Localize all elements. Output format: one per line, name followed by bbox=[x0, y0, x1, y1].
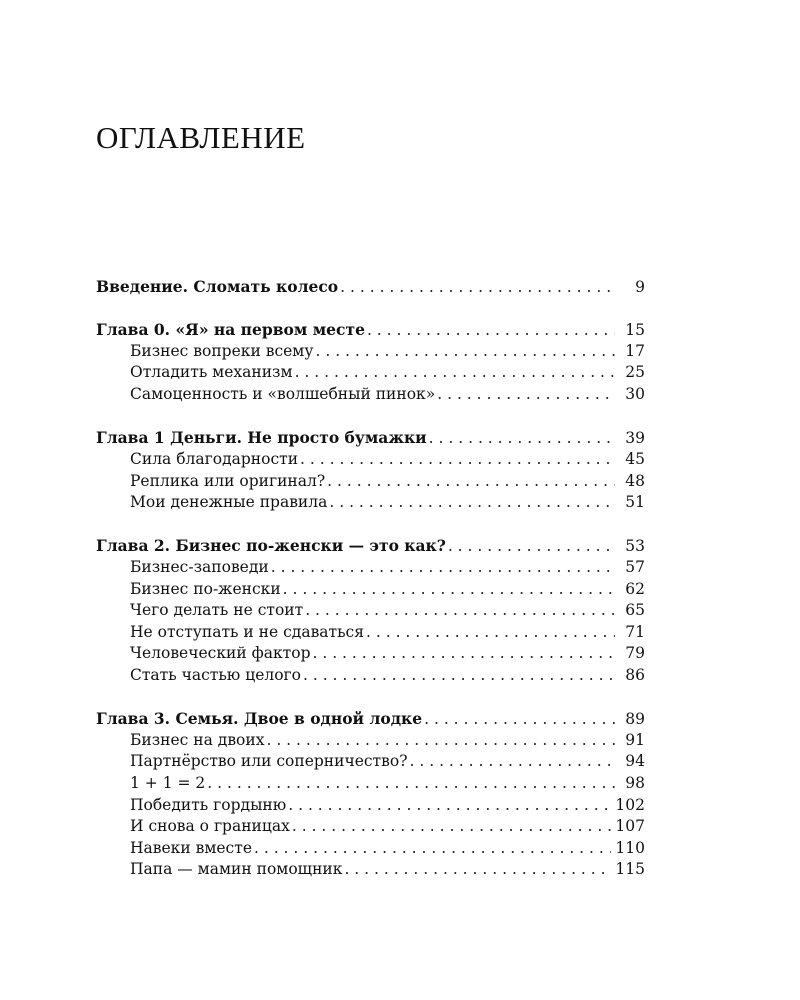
page-number: 15 bbox=[625, 321, 645, 340]
toc-subsection-entry[interactable] bbox=[96, 362, 645, 384]
toc-subsection-entry[interactable] bbox=[96, 471, 645, 493]
page-number: 57 bbox=[625, 558, 645, 576]
dot-leader bbox=[340, 277, 615, 298]
page-number: 71 bbox=[625, 622, 645, 641]
page-number: 102 bbox=[615, 795, 645, 814]
page-number: 86 bbox=[625, 665, 645, 684]
subsection-title: Бизнес-заповеди bbox=[130, 558, 269, 576]
table-of-contents bbox=[96, 276, 645, 903]
toc-subsection-entry[interactable] bbox=[96, 557, 645, 579]
toc-subsection-entry[interactable] bbox=[96, 622, 645, 644]
page-number: 79 bbox=[625, 644, 645, 663]
dot-leader bbox=[288, 795, 611, 817]
subsection-title: Самоценность и «волшебный пинок» bbox=[130, 385, 436, 404]
toc-subsection-entry[interactable] bbox=[96, 859, 645, 881]
dot-leader bbox=[327, 471, 615, 493]
dot-leader bbox=[424, 709, 615, 730]
toc-subsection-entry[interactable] bbox=[96, 643, 645, 665]
dot-leader bbox=[295, 362, 615, 384]
page-number: 17 bbox=[625, 341, 645, 360]
dot-leader bbox=[283, 579, 615, 601]
subsection-title: Партнёрство или соперничество? bbox=[130, 752, 408, 771]
subsection-title: Навеки вместе bbox=[130, 838, 252, 857]
dot-leader bbox=[254, 838, 611, 860]
page-number: 53 bbox=[625, 537, 645, 556]
toc-subsection-entry[interactable] bbox=[96, 838, 645, 860]
toc-subsection-entry[interactable] bbox=[96, 579, 645, 601]
dot-leader bbox=[313, 643, 616, 665]
toc-subsection-entry[interactable] bbox=[96, 816, 645, 838]
toc-section bbox=[96, 319, 645, 405]
page-number: 25 bbox=[625, 363, 645, 382]
dot-leader bbox=[448, 536, 615, 557]
dot-leader bbox=[366, 622, 615, 644]
page-number: 94 bbox=[625, 752, 645, 771]
toc-subsection-entry[interactable] bbox=[96, 341, 645, 363]
dot-leader bbox=[315, 341, 615, 363]
subsection-title: Сила благодарности bbox=[130, 449, 299, 468]
dot-leader bbox=[266, 730, 615, 752]
dot-leader bbox=[300, 449, 615, 471]
page-number: 62 bbox=[625, 579, 645, 598]
dot-leader bbox=[367, 320, 615, 341]
toc-subsection-entry[interactable] bbox=[96, 600, 645, 622]
subsection-title: Победить гордыню bbox=[130, 795, 287, 814]
dot-leader bbox=[292, 816, 612, 838]
subsection-title: Мои денежные правила bbox=[130, 493, 328, 512]
dot-leader bbox=[303, 665, 615, 687]
toc-subsection-entry[interactable] bbox=[96, 492, 645, 514]
toc-chapter-entry[interactable] bbox=[96, 276, 645, 298]
page-number: 107 bbox=[615, 817, 645, 836]
page-number: 65 bbox=[625, 601, 645, 620]
dot-leader bbox=[329, 492, 615, 514]
chapter-title: Глава 0. «Я» на первом месте bbox=[96, 320, 365, 340]
subsection-title: Чего делать не стоит bbox=[130, 601, 304, 620]
toc-subsection-entry[interactable] bbox=[96, 384, 645, 406]
page-number: 91 bbox=[625, 730, 645, 749]
page-number: 51 bbox=[625, 493, 645, 512]
subsection-title: Бизнес на двоих bbox=[130, 730, 265, 749]
toc-subsection-entry[interactable] bbox=[96, 795, 645, 817]
dot-leader bbox=[429, 428, 615, 449]
dot-leader bbox=[410, 751, 615, 773]
subsection-title: Человеческий фактор bbox=[130, 644, 311, 663]
toc-subsection-entry[interactable] bbox=[96, 449, 645, 471]
toc-section bbox=[96, 427, 645, 513]
dot-leader bbox=[305, 600, 615, 622]
page-number: 98 bbox=[625, 774, 645, 793]
page-number: 9 bbox=[635, 278, 645, 296]
page-number: 89 bbox=[625, 710, 645, 729]
page-number: 48 bbox=[625, 471, 645, 490]
toc-subsection-entry[interactable] bbox=[96, 665, 645, 687]
chapter-title: Введение. Сломать колесо bbox=[96, 277, 339, 296]
subsection-title: Бизнес вопреки всему bbox=[130, 341, 314, 360]
toc-chapter-entry[interactable] bbox=[96, 535, 645, 557]
subsection-title: Реплика или оригинал? bbox=[130, 471, 326, 490]
chapter-title: Глава 2. Бизнес по-женски — это как? bbox=[96, 536, 446, 556]
subsection-title: И снова о границах bbox=[130, 817, 290, 836]
toc-section bbox=[96, 535, 645, 686]
chapter-title: Глава 1 Деньги. Не просто бумажки bbox=[96, 428, 427, 448]
page-number: 39 bbox=[625, 429, 645, 448]
toc-chapter-entry[interactable] bbox=[96, 708, 645, 730]
toc-subsection-entry[interactable] bbox=[96, 773, 645, 795]
dot-leader bbox=[271, 557, 615, 579]
subsection-title: 1 + 1 = 2 bbox=[130, 774, 206, 793]
toc-section bbox=[96, 276, 645, 298]
page-number: 30 bbox=[625, 385, 645, 404]
page-title: ОГЛАВЛЕНИЕ bbox=[96, 120, 306, 155]
subsection-title: Бизнес по-женски bbox=[130, 579, 281, 598]
subsection-title: Стать частью целого bbox=[130, 665, 301, 684]
toc-section bbox=[96, 708, 645, 881]
toc-subsection-entry[interactable] bbox=[96, 730, 645, 752]
dot-leader bbox=[437, 384, 615, 406]
page-number: 115 bbox=[615, 860, 645, 879]
subsection-title: Отладить механизм bbox=[130, 363, 293, 382]
page-number: 110 bbox=[615, 838, 645, 857]
dot-leader bbox=[207, 773, 615, 795]
dot-leader bbox=[344, 859, 611, 881]
chapter-title: Глава 3. Семья. Двое в одной лодке bbox=[96, 709, 423, 729]
subsection-title: Папа — мамин помощник bbox=[130, 860, 343, 879]
subsection-title: Не отступать и не сдаваться bbox=[130, 622, 365, 641]
toc-chapter-entry[interactable] bbox=[96, 427, 645, 449]
toc-chapter-entry[interactable] bbox=[96, 319, 645, 341]
page-number: 45 bbox=[625, 449, 645, 468]
toc-subsection-entry[interactable] bbox=[96, 751, 645, 773]
